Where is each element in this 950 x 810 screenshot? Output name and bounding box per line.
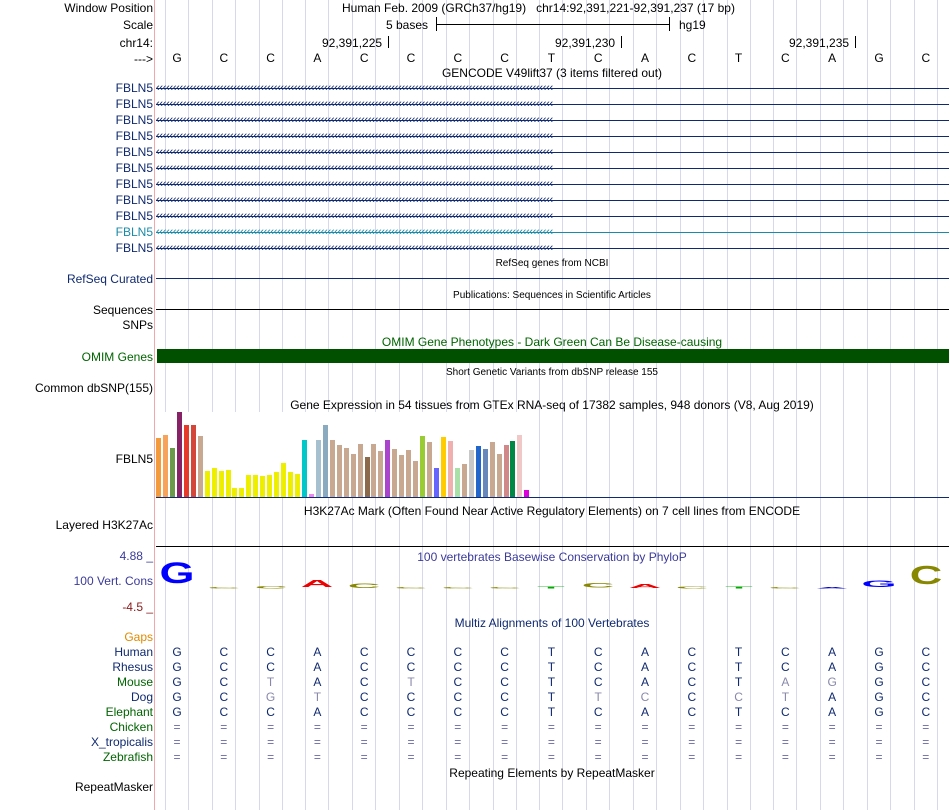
species-label[interactable]: Chicken [109, 720, 153, 734]
gencode-gene-label[interactable]: FBLN5 [115, 241, 153, 255]
gtex-bar[interactable] [205, 471, 210, 497]
base-9: C [593, 51, 603, 65]
gtex-bar[interactable] [448, 441, 453, 497]
alignment-base: C [453, 705, 463, 719]
repeatmasker-label[interactable]: RepeatMasker [74, 780, 153, 794]
gtex-bar[interactable] [330, 440, 335, 497]
alignment-base: C [921, 690, 931, 704]
alignment-base: T [547, 705, 556, 719]
gencode-gene-label[interactable]: FBLN5 [115, 129, 153, 143]
alignment-base: = [360, 735, 368, 749]
alignment-base: C [687, 645, 697, 659]
alignment-base: C [781, 705, 790, 719]
alignment-base: G [874, 675, 884, 689]
alignment-base: C [406, 690, 416, 704]
base-1: C [219, 51, 229, 65]
position-text: chr14:92,391,221-92,391,237 (17 bp) [536, 1, 735, 15]
species-label[interactable]: Mouse [116, 675, 153, 689]
species-label[interactable]: X_tropicalis [90, 735, 153, 749]
conservation-glyph: C [769, 587, 802, 590]
base-0: G [172, 51, 182, 65]
gaps-label: Gaps [124, 630, 153, 644]
gencode-gene-label[interactable]: FBLN5 [115, 145, 153, 159]
h3k27ac-baseline [156, 546, 949, 547]
gtex-bar[interactable] [253, 475, 258, 497]
alignment-base: C [781, 645, 790, 659]
gtex-bar[interactable] [177, 412, 182, 497]
alignment-base: = [220, 735, 228, 749]
alignment-base: C [453, 660, 463, 674]
alignment-base: C [359, 690, 369, 704]
alignment-base: C [687, 705, 697, 719]
gtex-bar[interactable] [427, 442, 432, 497]
base-12: T [734, 51, 743, 65]
chrom-label: chr14: [119, 36, 153, 50]
alignment-base: = [267, 720, 275, 734]
alignment-base: C [359, 660, 369, 674]
alignment-base: C [593, 675, 603, 689]
alignment-base: = [454, 720, 462, 734]
alignment-base: T [313, 690, 322, 704]
alignment-base: A [828, 660, 837, 674]
gencode-title: GENCODE V49lift37 (3 items filtered out) [441, 66, 663, 80]
conservation-title: 100 vertebrates Basewise Conservation by PhyloP [417, 550, 687, 564]
conservation-glyph: C [207, 587, 241, 590]
sequences-label[interactable]: Sequences [92, 303, 153, 317]
alignment-base: C [781, 660, 790, 674]
alignment-base: = [360, 750, 368, 764]
gtex-bar[interactable] [232, 488, 237, 497]
alignment-base: = [875, 720, 883, 734]
alignment-base: = [735, 735, 743, 749]
conservation-glyph: C [441, 587, 475, 590]
gencode-gene-label[interactable]: FBLN5 [115, 193, 153, 207]
label-gutter-border [154, 0, 155, 810]
gtex-title: Gene Expression in 54 tissues from GTEx RNA-seq of 17382 samples, 948 donors (V8, Aug 2019) [290, 398, 814, 412]
alignment-base: = [922, 750, 930, 764]
base-16: C [921, 51, 931, 65]
alignment-base: = [173, 720, 181, 734]
scale-bar [436, 24, 669, 25]
alignment-base: = [875, 735, 883, 749]
alignment-base: C [359, 645, 369, 659]
dbsnp-title: Short Genetic Variants from dbSNP release 155 [446, 367, 658, 378]
conservation-glyph: G [861, 579, 897, 590]
gtex-bar[interactable] [274, 472, 279, 497]
gtex-bar[interactable] [226, 470, 231, 497]
alignment-base: A [313, 675, 322, 689]
gtex-bar[interactable] [517, 435, 522, 497]
scale-bar-right-tick [669, 17, 670, 31]
alignment-base: C [406, 660, 416, 674]
alignment-base: T [547, 660, 556, 674]
coord-label-2: 92,391,230 [555, 36, 616, 50]
coord-tick-1 [388, 36, 389, 48]
alignment-base: C [266, 660, 275, 674]
base-2: C [266, 51, 275, 65]
alignment-base: T [407, 675, 415, 689]
coord-tick-2 [621, 36, 622, 48]
alignment-base: = [454, 750, 462, 764]
conservation-glyph: C [254, 585, 287, 590]
omim-title: OMIM Gene Phenotypes - Dark Green Can Be Disease-causing [381, 335, 723, 349]
base-4: C [359, 51, 369, 65]
gtex-bar[interactable] [219, 471, 224, 497]
sequences-line [156, 309, 949, 310]
gencode-gene-label[interactable]: FBLN5 [115, 225, 153, 239]
gtex-bar[interactable] [378, 451, 383, 497]
scale-db: hg19 [679, 18, 706, 32]
alignment-base: G [827, 675, 837, 689]
gtex-bar[interactable] [371, 444, 376, 497]
conservation-glyph: C [347, 582, 381, 590]
gtex-bar[interactable] [344, 448, 349, 497]
gtex-bar[interactable] [476, 446, 481, 497]
alignment-base: = [828, 735, 836, 749]
gtex-bar[interactable] [246, 475, 251, 497]
alignment-base: C [500, 705, 509, 719]
alignment-base: T [734, 675, 743, 689]
alignment-base: C [921, 675, 931, 689]
gtex-chart[interactable] [156, 412, 536, 497]
gtex-bar[interactable] [191, 425, 196, 497]
conservation-glyph: G [159, 557, 195, 590]
alignment-base: = [501, 735, 509, 749]
gencode-strand-chevrons: ‹‹‹‹‹‹‹‹‹‹‹‹‹‹‹‹‹‹‹‹‹‹‹‹‹‹‹‹‹‹‹‹‹‹‹‹‹‹‹‹‹‹‹‹‹‹‹‹‹‹‹‹‹‹‹‹‹‹‹‹‹‹‹‹‹‹‹‹‹‹‹‹‹‹‹‹‹‹‹‹‹‹‹‹‹‹‹‹‹‹‹‹‹‹‹‹‹‹‹‹‹‹‹‹‹‹‹‹‹‹‹‹‹‹‹‹‹‹ [156, 194, 553, 206]
alignment-base: = [547, 735, 555, 749]
gtex-bar[interactable] [302, 440, 307, 497]
alignment-base: G [874, 660, 884, 674]
alignment-base: = [407, 735, 415, 749]
gtex-bar[interactable] [434, 468, 439, 497]
gtex-bar[interactable] [316, 440, 321, 497]
gtex-bar[interactable] [239, 488, 244, 497]
refseq-title: RefSeq genes from NCBI [495, 258, 609, 269]
alignment-base: = [688, 750, 696, 764]
species-label[interactable]: Rhesus [112, 660, 153, 674]
alignment-base: = [313, 750, 321, 764]
coord-label-3: 92,391,235 [789, 36, 850, 50]
gencode-gene-label[interactable]: FBLN5 [115, 209, 153, 223]
alignment-base: G [874, 705, 884, 719]
conservation-glyph: A [628, 583, 662, 590]
gtex-bar[interactable] [420, 436, 425, 497]
gtex-baseline [156, 497, 949, 498]
alignment-base: = [267, 735, 275, 749]
alignment-base: A [313, 705, 322, 719]
strand-arrow-label: ---> [134, 52, 153, 66]
gtex-bar[interactable] [455, 468, 460, 497]
alignment-base: C [266, 645, 275, 659]
alignment-base: = [220, 750, 228, 764]
alignment-base: T [547, 645, 556, 659]
gtex-bar[interactable] [497, 454, 502, 497]
base-6: C [453, 51, 463, 65]
scale-text: 5 bases [386, 18, 429, 32]
alignment-base: C [921, 660, 931, 674]
alignment-base: C [921, 705, 931, 719]
gtex-bar[interactable] [260, 476, 265, 497]
alignment-base: C [453, 690, 463, 704]
alignment-base: T [547, 690, 556, 704]
common-dbsnp-label[interactable]: Common dbSNP(155) [34, 381, 153, 395]
omim-label[interactable]: OMIM Genes [81, 350, 153, 364]
alignment-base: = [594, 750, 602, 764]
gtex-bar[interactable] [351, 454, 356, 497]
alignment-base: C [640, 690, 650, 704]
alignment-base: C [593, 705, 603, 719]
gencode-strand-chevrons: ‹‹‹‹‹‹‹‹‹‹‹‹‹‹‹‹‹‹‹‹‹‹‹‹‹‹‹‹‹‹‹‹‹‹‹‹‹‹‹‹‹‹‹‹‹‹‹‹‹‹‹‹‹‹‹‹‹‹‹‹‹‹‹‹‹‹‹‹‹‹‹‹‹‹‹‹‹‹‹‹‹‹‹‹‹‹‹‹‹‹‹‹‹‹‹‹‹‹‹‹‹‹‹‹‹‹‹‹‹‹‹‹‹‹‹‹‹‹ [156, 162, 553, 174]
alignment-base: = [407, 750, 415, 764]
gtex-bar[interactable] [337, 445, 342, 497]
gencode-strand-chevrons: ‹‹‹‹‹‹‹‹‹‹‹‹‹‹‹‹‹‹‹‹‹‹‹‹‹‹‹‹‹‹‹‹‹‹‹‹‹‹‹‹‹‹‹‹‹‹‹‹‹‹‹‹‹‹‹‹‹‹‹‹‹‹‹‹‹‹‹‹‹‹‹‹‹‹‹‹‹‹‹‹‹‹‹‹‹‹‹‹‹‹‹‹‹‹‹‹‹‹‹‹‹‹‹‹‹‹‹‹‹‹‹‹‹‹‹‹‹‹ [156, 114, 553, 126]
alignment-base: = [220, 720, 228, 734]
alignment-base: = [828, 750, 836, 764]
gtex-bar[interactable] [413, 461, 418, 497]
gencode-strand-chevrons: ‹‹‹‹‹‹‹‹‹‹‹‹‹‹‹‹‹‹‹‹‹‹‹‹‹‹‹‹‹‹‹‹‹‹‹‹‹‹‹‹‹‹‹‹‹‹‹‹‹‹‹‹‹‹‹‹‹‹‹‹‹‹‹‹‹‹‹‹‹‹‹‹‹‹‹‹‹‹‹‹‹‹‹‹‹‹‹‹‹‹‹‹‹‹‹‹‹‹‹‹‹‹‹‹‹‹‹‹‹‹‹‹‹‹‹‹‹‹ [156, 146, 553, 158]
gencode-gene-label[interactable]: FBLN5 [115, 97, 153, 111]
alignment-base: = [547, 720, 555, 734]
alignment-base: = [547, 750, 555, 764]
gtex-bar[interactable] [212, 468, 217, 497]
base-13: C [781, 51, 790, 65]
alignment-base: G [172, 705, 182, 719]
alignment-base: = [688, 720, 696, 734]
alignment-base: = [594, 735, 602, 749]
gtex-bar[interactable] [184, 425, 189, 497]
conservation-glyph: C [394, 587, 428, 590]
gtex-bar[interactable] [281, 463, 286, 497]
gtex-bar[interactable] [170, 448, 175, 497]
alignment-base: C [453, 675, 463, 689]
gtex-bar[interactable] [441, 437, 446, 497]
gtex-bar[interactable] [163, 435, 168, 497]
refseq-label[interactable]: RefSeq Curated [66, 272, 153, 286]
alignment-base: G [874, 645, 884, 659]
alignment-base: C [500, 660, 509, 674]
alignment-base: T [266, 675, 275, 689]
coord-label-1: 92,391,225 [322, 36, 383, 50]
alignment-base: = [641, 720, 649, 734]
alignment-base: C [219, 645, 229, 659]
conservation-glyph: C [488, 587, 521, 590]
alignment-base: T [781, 690, 790, 704]
gtex-bar[interactable] [385, 440, 390, 497]
alignment-base: A [781, 675, 790, 689]
alignment-base: = [313, 720, 321, 734]
alignment-base: = [735, 720, 743, 734]
base-5: C [406, 51, 416, 65]
alignment-base: A [828, 690, 837, 704]
alignment-base: = [360, 720, 368, 734]
alignment-base: C [500, 690, 509, 704]
h3k27ac-title: H3K27Ac Mark (Often Found Near Active Regulatory Elements) on 7 cell lines from ENCODE [303, 504, 801, 518]
gencode-strand-chevrons: ‹‹‹‹‹‹‹‹‹‹‹‹‹‹‹‹‹‹‹‹‹‹‹‹‹‹‹‹‹‹‹‹‹‹‹‹‹‹‹‹‹‹‹‹‹‹‹‹‹‹‹‹‹‹‹‹‹‹‹‹‹‹‹‹‹‹‹‹‹‹‹‹‹‹‹‹‹‹‹‹‹‹‹‹‹‹‹‹‹‹‹‹‹‹‹‹‹‹‹‹‹‹‹‹‹‹‹‹‹‹‹‹‹‹‹‹‹‹ [156, 130, 553, 142]
alignment-base: = [875, 750, 883, 764]
alignment-base: C [406, 705, 416, 719]
conservation-glyph: A [815, 587, 849, 590]
alignment-base: = [641, 750, 649, 764]
alignment-base: C [593, 645, 603, 659]
alignment-base: T [734, 705, 743, 719]
gencode-strand-chevrons: ‹‹‹‹‹‹‹‹‹‹‹‹‹‹‹‹‹‹‹‹‹‹‹‹‹‹‹‹‹‹‹‹‹‹‹‹‹‹‹‹‹‹‹‹‹‹‹‹‹‹‹‹‹‹‹‹‹‹‹‹‹‹‹‹‹‹‹‹‹‹‹‹‹‹‹‹‹‹‹‹‹‹‹‹‹‹‹‹‹‹‹‹‹‹‹‹‹‹‹‹‹‹‹‹‹‹‹‹‹‹‹‹‹‹‹‹‹‹ [156, 226, 553, 238]
refseq-gene-line[interactable] [156, 278, 949, 279]
gtex-bar[interactable] [295, 474, 300, 497]
alignment-base: A [640, 645, 649, 659]
base-11: C [687, 51, 697, 65]
gtex-bar[interactable] [469, 450, 474, 497]
gtex-bar[interactable] [267, 475, 272, 497]
gtex-bar[interactable] [504, 445, 509, 497]
alignment-base: G [172, 690, 182, 704]
gencode-gene-label[interactable]: FBLN5 [115, 113, 153, 127]
gtex-bar[interactable] [365, 457, 370, 497]
alignment-base: C [687, 690, 697, 704]
alignment-base: = [594, 720, 602, 734]
gtex-bar[interactable] [323, 425, 328, 497]
alignment-base: C [593, 660, 603, 674]
alignment-base: = [828, 720, 836, 734]
alignment-base: T [547, 675, 556, 689]
gtex-bar[interactable] [198, 436, 203, 497]
gencode-strand-chevrons: ‹‹‹‹‹‹‹‹‹‹‹‹‹‹‹‹‹‹‹‹‹‹‹‹‹‹‹‹‹‹‹‹‹‹‹‹‹‹‹‹‹‹‹‹‹‹‹‹‹‹‹‹‹‹‹‹‹‹‹‹‹‹‹‹‹‹‹‹‹‹‹‹‹‹‹‹‹‹‹‹‹‹‹‹‹‹‹‹‹‹‹‹‹‹‹‹‹‹‹‹‹‹‹‹‹‹‹‹‹‹‹‹‹‹‹‹‹‹ [156, 178, 553, 190]
alignment-base: = [735, 750, 743, 764]
omim-gene-bar[interactable] [157, 349, 949, 363]
gencode-strand-chevrons: ‹‹‹‹‹‹‹‹‹‹‹‹‹‹‹‹‹‹‹‹‹‹‹‹‹‹‹‹‹‹‹‹‹‹‹‹‹‹‹‹‹‹‹‹‹‹‹‹‹‹‹‹‹‹‹‹‹‹‹‹‹‹‹‹‹‹‹‹‹‹‹‹‹‹‹‹‹‹‹‹‹‹‹‹‹‹‹‹‹‹‹‹‹‹‹‹‹‹‹‹‹‹‹‹‹‹‹‹‹‹‹‹‹‹‹‹‹‹ [156, 210, 553, 222]
species-label[interactable]: Dog [130, 690, 153, 704]
alignment-base: G [172, 675, 182, 689]
alignment-base: = [407, 720, 415, 734]
conservation-glyph: C [581, 581, 615, 590]
alignment-base: A [313, 645, 322, 659]
window-position-label: Window Position [64, 1, 153, 15]
alignment-base: G [265, 690, 276, 704]
snps-label[interactable]: SNPs [122, 318, 153, 332]
alignment-base: C [266, 705, 275, 719]
conservation-glyph: C [675, 586, 709, 590]
alignment-base: C [359, 675, 369, 689]
species-label[interactable]: Elephant [105, 705, 153, 719]
alignment-base: G [172, 660, 182, 674]
alignment-base: A [640, 660, 649, 674]
conservation-glyph: T [537, 585, 566, 590]
alignment-base: = [501, 750, 509, 764]
scale-label: Scale [122, 18, 153, 32]
alignment-base: = [781, 735, 789, 749]
cons-track-label[interactable]: 100 Vert. Cons [73, 574, 153, 588]
gtex-bar[interactable] [406, 450, 411, 497]
gencode-strand-chevrons: ‹‹‹‹‹‹‹‹‹‹‹‹‹‹‹‹‹‹‹‹‹‹‹‹‹‹‹‹‹‹‹‹‹‹‹‹‹‹‹‹‹‹‹‹‹‹‹‹‹‹‹‹‹‹‹‹‹‹‹‹‹‹‹‹‹‹‹‹‹‹‹‹‹‹‹‹‹‹‹‹‹‹‹‹‹‹‹‹‹‹‹‹‹‹‹‹‹‹‹‹‹‹‹‹‹‹‹‹‹‹‹‹‹‹‹‹‹‹ [156, 242, 553, 254]
alignment-base: C [687, 675, 697, 689]
base-14: A [828, 51, 837, 65]
base-10: A [640, 51, 649, 65]
alignment-base: A [640, 675, 649, 689]
gtex-bar[interactable] [156, 438, 161, 497]
alignment-base: A [313, 660, 322, 674]
gtex-bar[interactable] [358, 444, 363, 497]
base-7: C [500, 51, 509, 65]
conservation-glyph: C [909, 561, 943, 590]
alignment-base: G [172, 645, 182, 659]
alignment-base: T [594, 690, 602, 704]
gtex-bar[interactable] [399, 455, 404, 497]
conservation-glyph: T [724, 585, 753, 590]
alignment-base: C [687, 660, 697, 674]
alignment-base: C [500, 645, 509, 659]
alignment-base: = [922, 735, 930, 749]
base-15: G [874, 51, 884, 65]
alignment-base: T [734, 645, 743, 659]
alignment-base: = [501, 720, 509, 734]
gtex-bar[interactable] [524, 490, 529, 497]
gencode-strand-chevrons: ‹‹‹‹‹‹‹‹‹‹‹‹‹‹‹‹‹‹‹‹‹‹‹‹‹‹‹‹‹‹‹‹‹‹‹‹‹‹‹‹‹‹‹‹‹‹‹‹‹‹‹‹‹‹‹‹‹‹‹‹‹‹‹‹‹‹‹‹‹‹‹‹‹‹‹‹‹‹‹‹‹‹‹‹‹‹‹‹‹‹‹‹‹‹‹‹‹‹‹‹‹‹‹‹‹‹‹‹‹‹‹‹‹‹‹‹‹‹ [156, 82, 553, 94]
multiz-title: Multiz Alignments of 100 Vertebrates [454, 616, 650, 630]
gtex-bar[interactable] [483, 449, 488, 497]
cons-bottom-value: -4.5 _ [122, 600, 153, 614]
gtex-bar[interactable] [392, 449, 397, 497]
gencode-gene-label[interactable]: FBLN5 [115, 161, 153, 175]
alignment-base: = [922, 720, 930, 734]
assembly-name: Human Feb. 2009 (GRCh37/hg19) [342, 1, 527, 15]
cons-top-value: 4.88 _ [119, 549, 153, 563]
alignment-base: T [734, 660, 743, 674]
species-label[interactable]: Human [114, 645, 153, 659]
species-label[interactable]: Zebrafish [102, 750, 153, 764]
base-8: T [547, 51, 556, 65]
alignment-base: C [219, 675, 229, 689]
alignment-base: C [219, 705, 229, 719]
coord-tick-3 [855, 36, 856, 48]
alignment-base: = [781, 720, 789, 734]
gtex-gene-label[interactable]: FBLN5 [115, 452, 153, 466]
base-3: A [313, 51, 322, 65]
alignment-base: C [219, 660, 229, 674]
publications-title: Publications: Sequences in Scientific Articles [453, 290, 651, 301]
alignment-base: A [828, 645, 837, 659]
gencode-strand-chevrons: ‹‹‹‹‹‹‹‹‹‹‹‹‹‹‹‹‹‹‹‹‹‹‹‹‹‹‹‹‹‹‹‹‹‹‹‹‹‹‹‹‹‹‹‹‹‹‹‹‹‹‹‹‹‹‹‹‹‹‹‹‹‹‹‹‹‹‹‹‹‹‹‹‹‹‹‹‹‹‹‹‹‹‹‹‹‹‹‹‹‹‹‹‹‹‹‹‹‹‹‹‹‹‹‹‹‹‹‹‹‹‹‹‹‹‹‹‹‹ [156, 98, 553, 110]
alignment-base: = [173, 750, 181, 764]
gtex-bar[interactable] [490, 442, 495, 497]
layered-h3k27ac-label[interactable]: Layered H3K27Ac [55, 518, 153, 532]
alignment-base: G [874, 690, 884, 704]
gtex-bar[interactable] [288, 472, 293, 497]
conservation-glyph: A [301, 577, 334, 590]
alignment-base: A [828, 705, 837, 719]
alignment-base: C [359, 705, 369, 719]
alignment-base: = [173, 735, 181, 749]
assembly-text [342, 1, 735, 15]
alignment-base: C [500, 675, 509, 689]
gencode-gene-label[interactable]: FBLN5 [115, 177, 153, 191]
alignment-base: C [219, 690, 229, 704]
alignment-base: = [313, 735, 321, 749]
alignment-base: = [454, 735, 462, 749]
alignment-base: C [734, 690, 743, 704]
alignment-base: = [641, 735, 649, 749]
alignment-base: C [921, 645, 931, 659]
gencode-gene-label[interactable]: FBLN5 [115, 81, 153, 95]
alignment-base: A [640, 705, 649, 719]
alignment-base: = [267, 750, 275, 764]
alignment-base: C [453, 645, 463, 659]
repeatmasker-title: Repeating Elements by RepeatMasker [449, 766, 655, 780]
gtex-bar[interactable] [462, 464, 467, 497]
alignment-base: = [688, 735, 696, 749]
alignment-base: = [781, 750, 789, 764]
alignment-base: C [406, 645, 416, 659]
gtex-bar[interactable] [510, 441, 515, 497]
